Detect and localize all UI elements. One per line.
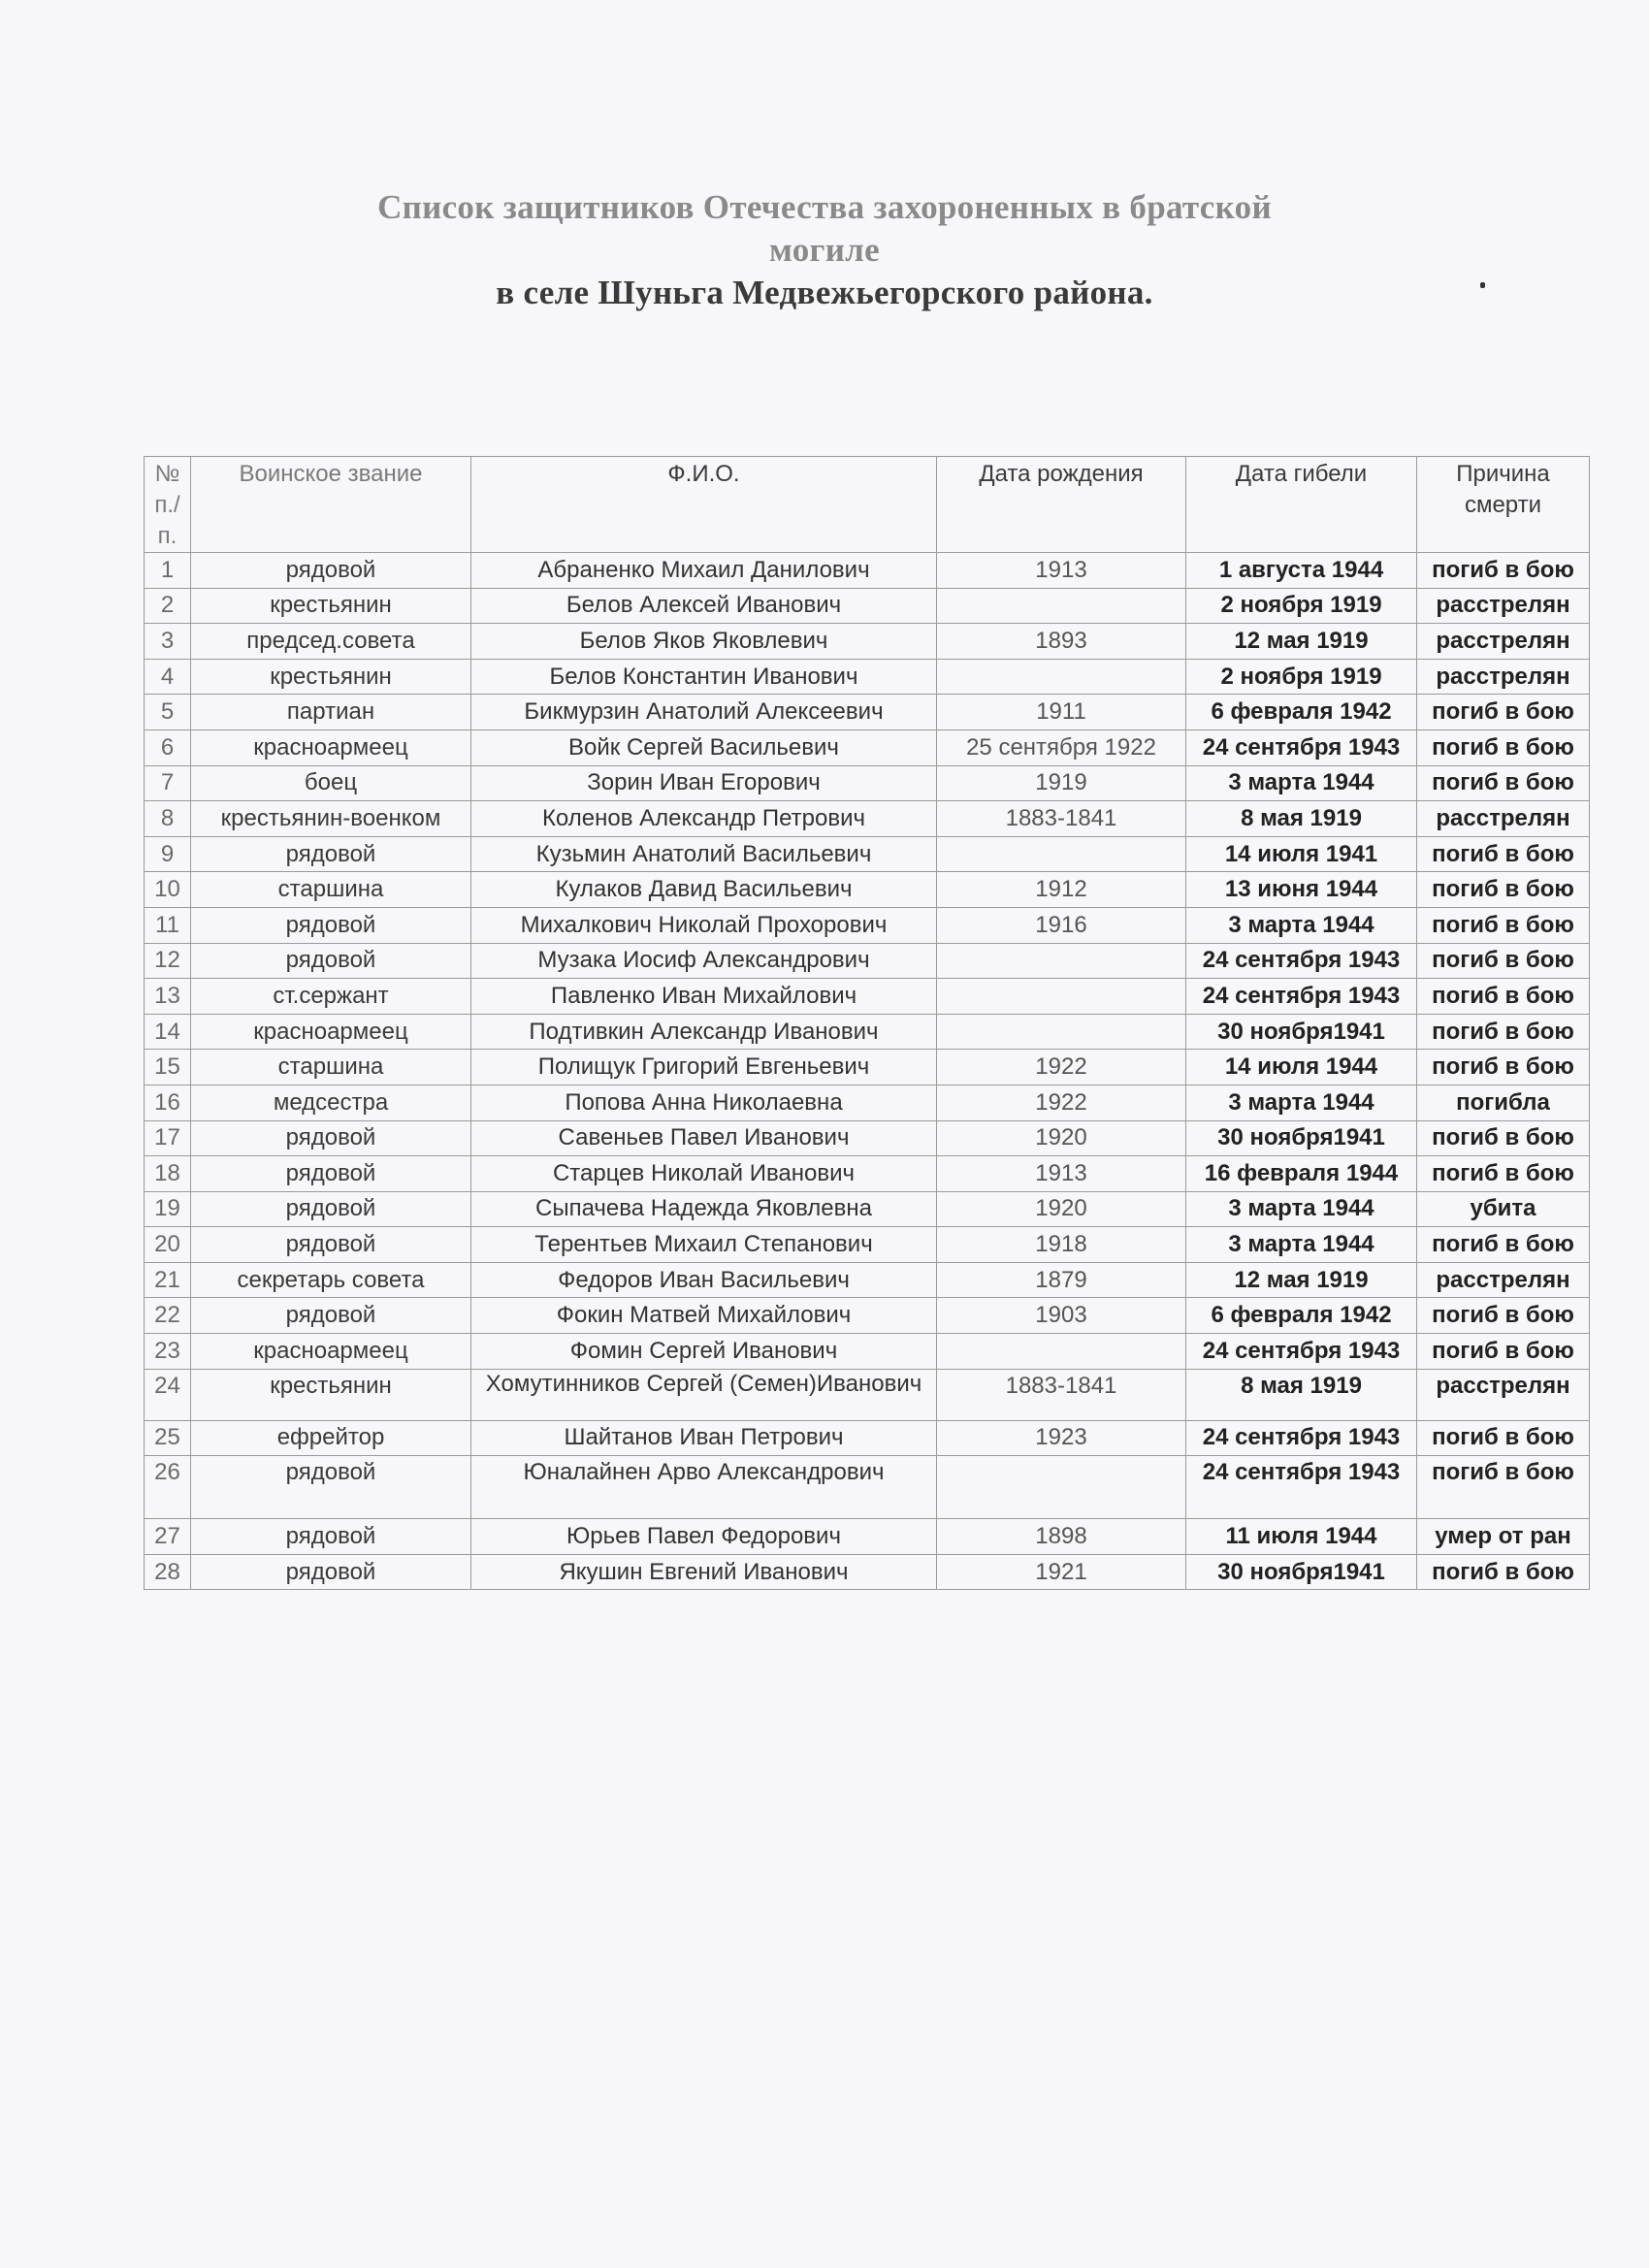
ink-speck [1480,282,1485,288]
birth-date-cell [937,836,1186,872]
full-name-cell: Кулаков Давид Васильевич [471,872,937,908]
birth-date-cell: 1916 [937,907,1186,943]
row-number-cell: 13 [145,979,191,1015]
military-rank-cell: красноармеец [191,1014,471,1050]
military-rank-cell: ст.сержант [191,979,471,1015]
column-header-death-date: Дата гибели [1186,457,1417,553]
military-rank-cell: рядовой [191,907,471,943]
full-name-cell: Хомутинников Сергей (Семен)Иванович [471,1369,937,1420]
birth-date-cell: 1919 [937,765,1186,801]
cause-of-death-cell: расстрелян [1417,588,1590,624]
full-name-cell: Шайтанов Иван Петрович [471,1420,937,1456]
death-date-cell: 6 февраля 1942 [1186,1298,1417,1334]
full-name-cell: Абраненко Михаил Данилович [471,553,937,589]
full-name-cell: Бикмурзин Анатолий Алексеевич [471,695,937,730]
full-name-cell: Подтивкин Александр Иванович [471,1014,937,1050]
table-row [145,836,1590,872]
death-date-cell: 24 сентября 1943 [1186,1456,1417,1519]
row-number-cell: 18 [145,1156,191,1192]
row-number-cell: 9 [145,836,191,872]
row-number-cell: 4 [145,659,191,695]
row-number-cell: 12 [145,943,191,979]
death-date-cell: 14 июля 1941 [1186,836,1417,872]
military-rank-cell: рядовой [191,1298,471,1334]
row-number-cell: 26 [145,1456,191,1519]
table-row [145,1262,1590,1298]
row-number-cell: 7 [145,765,191,801]
death-date-cell: 8 мая 1919 [1186,1369,1417,1420]
cause-of-death-cell: погиб в бою [1417,907,1590,943]
full-name-cell: Сыпачева Надежда Яковлевна [471,1191,937,1227]
birth-date-cell: 1911 [937,695,1186,730]
row-number-cell: 17 [145,1120,191,1156]
table-row [145,1519,1590,1555]
birth-date-cell: 1879 [937,1262,1186,1298]
table-row [145,1334,1590,1370]
cause-of-death-cell: расстрелян [1417,624,1590,660]
full-name-cell: Полищук Григорий Евгеньевич [471,1050,937,1085]
row-number-cell: 6 [145,729,191,765]
row-number-cell: 3 [145,624,191,660]
table-row [145,801,1590,837]
row-number-cell: 22 [145,1298,191,1334]
cause-of-death-cell: погиб в бою [1417,836,1590,872]
death-date-cell: 24 сентября 1943 [1186,1334,1417,1370]
death-date-cell: 3 марта 1944 [1186,907,1417,943]
death-date-cell: 11 июля 1944 [1186,1519,1417,1555]
full-name-cell: Белов Алексей Иванович [471,588,937,624]
document-title [325,186,1324,314]
table-row [145,1085,1590,1120]
death-date-cell: 24 сентября 1943 [1186,979,1417,1015]
table-row [145,1191,1590,1227]
birth-date-cell: 1918 [937,1227,1186,1263]
military-rank-cell: крестьянин [191,588,471,624]
table-row [145,1120,1590,1156]
row-number-cell: 10 [145,872,191,908]
birth-date-cell: 1913 [937,553,1186,589]
table-row [145,1156,1590,1192]
table-row [145,729,1590,765]
table-row [145,1456,1590,1519]
death-date-cell: 3 марта 1944 [1186,765,1417,801]
table-body [145,553,1590,1590]
cause-of-death-cell: погиб в бою [1417,872,1590,908]
full-name-cell: Юналайнен Арво Александрович [471,1456,937,1519]
table-row [145,1369,1590,1420]
death-date-cell: 12 мая 1919 [1186,624,1417,660]
military-rank-cell: рядовой [191,553,471,589]
full-name-cell: Музака Иосиф Александрович [471,943,937,979]
birth-date-cell: 25 сентября 1922 [937,729,1186,765]
cause-of-death-cell: умер от ран [1417,1519,1590,1555]
birth-date-cell: 1898 [937,1519,1186,1555]
military-rank-cell: рядовой [191,943,471,979]
death-date-cell: 12 мая 1919 [1186,1262,1417,1298]
column-header-rank: Воинское звание [191,457,471,553]
row-number-cell: 15 [145,1050,191,1085]
death-date-cell: 30 ноября1941 [1186,1120,1417,1156]
cause-of-death-cell: погиб в бою [1417,1334,1590,1370]
birth-date-cell: 1920 [937,1120,1186,1156]
military-rank-cell: крестьянин [191,659,471,695]
row-number-cell: 2 [145,588,191,624]
birth-date-cell: 1883-1841 [937,1369,1186,1420]
military-rank-cell: партиан [191,695,471,730]
birth-date-cell: 1923 [937,1420,1186,1456]
full-name-cell: Фокин Матвей Михайлович [471,1298,937,1334]
table-row [145,588,1590,624]
birth-date-cell: 1922 [937,1085,1186,1120]
row-number-cell: 5 [145,695,191,730]
row-number-cell: 19 [145,1191,191,1227]
military-rank-cell: рядовой [191,1156,471,1192]
cause-of-death-cell: погиб в бою [1417,1156,1590,1192]
full-name-cell: Кузьмин Анатолий Васильевич [471,836,937,872]
cause-of-death-cell: погиб в бою [1417,553,1590,589]
table-row [145,979,1590,1015]
full-name-cell: Михалкович Николай Прохорович [471,907,937,943]
title-line-2: в селе Шуньга Медвежьегорского района. [496,274,1153,311]
military-rank-cell: председ.совета [191,624,471,660]
table-row [145,553,1590,589]
death-date-cell: 30 ноября1941 [1186,1014,1417,1050]
military-rank-cell: ефрейтор [191,1420,471,1456]
full-name-cell: Зорин Иван Егорович [471,765,937,801]
full-name-cell: Юрьев Павел Федорович [471,1519,937,1555]
birth-date-cell: 1912 [937,872,1186,908]
military-rank-cell: крестьянин-военком [191,801,471,837]
column-header-birth-date: Дата рождения [937,457,1186,553]
death-date-cell: 3 марта 1944 [1186,1191,1417,1227]
birth-date-cell [937,943,1186,979]
row-number-cell: 20 [145,1227,191,1263]
row-number-cell: 8 [145,801,191,837]
table-row [145,1420,1590,1456]
death-date-cell: 24 сентября 1943 [1186,943,1417,979]
full-name-cell: Войк Сергей Васильевич [471,729,937,765]
table-row [145,659,1590,695]
military-rank-cell: боец [191,765,471,801]
full-name-cell: Терентьев Михаил Степанович [471,1227,937,1263]
cause-of-death-cell: расстрелян [1417,1369,1590,1420]
birth-date-cell: 1922 [937,1050,1186,1085]
death-date-cell: 2 ноября 1919 [1186,659,1417,695]
row-number-cell: 11 [145,907,191,943]
cause-of-death-cell: погиб в бою [1417,1014,1590,1050]
military-rank-cell: рядовой [191,1456,471,1519]
cause-of-death-cell: погиб в бою [1417,979,1590,1015]
row-number-cell: 24 [145,1369,191,1420]
cause-of-death-cell: расстрелян [1417,1262,1590,1298]
birth-date-cell: 1913 [937,1156,1186,1192]
column-header-cause: Причина смерти [1417,457,1590,553]
military-rank-cell: рядовой [191,1519,471,1555]
row-number-cell: 27 [145,1519,191,1555]
table-row [145,1050,1590,1085]
cause-of-death-cell: погиб в бою [1417,1420,1590,1456]
birth-date-cell [937,659,1186,695]
memorial-list-table [144,456,1590,1590]
death-date-cell: 3 марта 1944 [1186,1227,1417,1263]
cause-of-death-cell: погиб в бою [1417,695,1590,730]
military-rank-cell: рядовой [191,1120,471,1156]
cause-of-death-cell: погиб в бою [1417,1456,1590,1519]
birth-date-cell: 1920 [937,1191,1186,1227]
military-rank-cell: старшина [191,1050,471,1085]
table-row [145,872,1590,908]
title-line-1: Список защитников Отечества захороненных в братской могиле [377,188,1272,269]
full-name-cell: Федоров Иван Васильевич [471,1262,937,1298]
column-header-name: Ф.И.О. [471,457,937,553]
cause-of-death-cell: погиб в бою [1417,765,1590,801]
row-number-cell: 25 [145,1420,191,1456]
cause-of-death-cell: убита [1417,1191,1590,1227]
birth-date-cell [937,1456,1186,1519]
row-number-cell: 14 [145,1014,191,1050]
table-row [145,765,1590,801]
death-date-cell: 30 ноября1941 [1186,1554,1417,1590]
full-name-cell: Коленов Александр Петрович [471,801,937,837]
death-date-cell: 3 марта 1944 [1186,1085,1417,1120]
cause-of-death-cell: погиб в бою [1417,729,1590,765]
death-date-cell: 24 сентября 1943 [1186,1420,1417,1456]
full-name-cell: Попова Анна Николаевна [471,1085,937,1120]
military-rank-cell: красноармеец [191,729,471,765]
table-row [145,907,1590,943]
cause-of-death-cell: погиб в бою [1417,943,1590,979]
full-name-cell: Павленко Иван Михайлович [471,979,937,1015]
death-date-cell: 1 августа 1944 [1186,553,1417,589]
military-rank-cell: секретарь совета [191,1262,471,1298]
birth-date-cell [937,1014,1186,1050]
full-name-cell: Старцев Николай Иванович [471,1156,937,1192]
military-rank-cell: старшина [191,872,471,908]
row-number-cell: 21 [145,1262,191,1298]
death-date-cell: 24 сентября 1943 [1186,729,1417,765]
row-number-cell: 1 [145,553,191,589]
table-header-row [145,457,1590,553]
military-rank-cell: красноармеец [191,1334,471,1370]
death-date-cell: 8 мая 1919 [1186,801,1417,837]
military-rank-cell: рядовой [191,1191,471,1227]
military-rank-cell: рядовой [191,836,471,872]
birth-date-cell [937,1334,1186,1370]
death-date-cell: 16 февраля 1944 [1186,1156,1417,1192]
military-rank-cell: рядовой [191,1554,471,1590]
birth-date-cell: 1883-1841 [937,801,1186,837]
birth-date-cell [937,588,1186,624]
cause-of-death-cell: расстрелян [1417,659,1590,695]
table-row [145,1554,1590,1590]
table-row [145,1014,1590,1050]
birth-date-cell: 1903 [937,1298,1186,1334]
death-date-cell: 6 февраля 1942 [1186,695,1417,730]
row-number-cell: 28 [145,1554,191,1590]
full-name-cell: Якушин Евгений Иванович [471,1554,937,1590]
table-row [145,695,1590,730]
column-header-number: № п./ п. [145,457,191,553]
military-rank-cell: крестьянин [191,1369,471,1420]
full-name-cell: Фомин Сергей Иванович [471,1334,937,1370]
table-row [145,624,1590,660]
full-name-cell: Савеньев Павел Иванович [471,1120,937,1156]
death-date-cell: 13 июня 1944 [1186,872,1417,908]
cause-of-death-cell: расстрелян [1417,801,1590,837]
cause-of-death-cell: погиб в бою [1417,1298,1590,1334]
full-name-cell: Белов Яков Яковлевич [471,624,937,660]
cause-of-death-cell: погиб в бою [1417,1554,1590,1590]
row-number-cell: 23 [145,1334,191,1370]
cause-of-death-cell: погиб в бою [1417,1050,1590,1085]
table-row [145,1298,1590,1334]
death-date-cell: 2 ноября 1919 [1186,588,1417,624]
cause-of-death-cell: погиб в бою [1417,1227,1590,1263]
birth-date-cell: 1921 [937,1554,1186,1590]
cause-of-death-cell: погибла [1417,1085,1590,1120]
birth-date-cell [937,979,1186,1015]
table-row [145,943,1590,979]
military-rank-cell: рядовой [191,1227,471,1263]
military-rank-cell: медсестра [191,1085,471,1120]
birth-date-cell: 1893 [937,624,1186,660]
death-date-cell: 14 июля 1944 [1186,1050,1417,1085]
full-name-cell: Белов Константин Иванович [471,659,937,695]
row-number-cell: 16 [145,1085,191,1120]
table-row [145,1227,1590,1263]
cause-of-death-cell: погиб в бою [1417,1120,1590,1156]
